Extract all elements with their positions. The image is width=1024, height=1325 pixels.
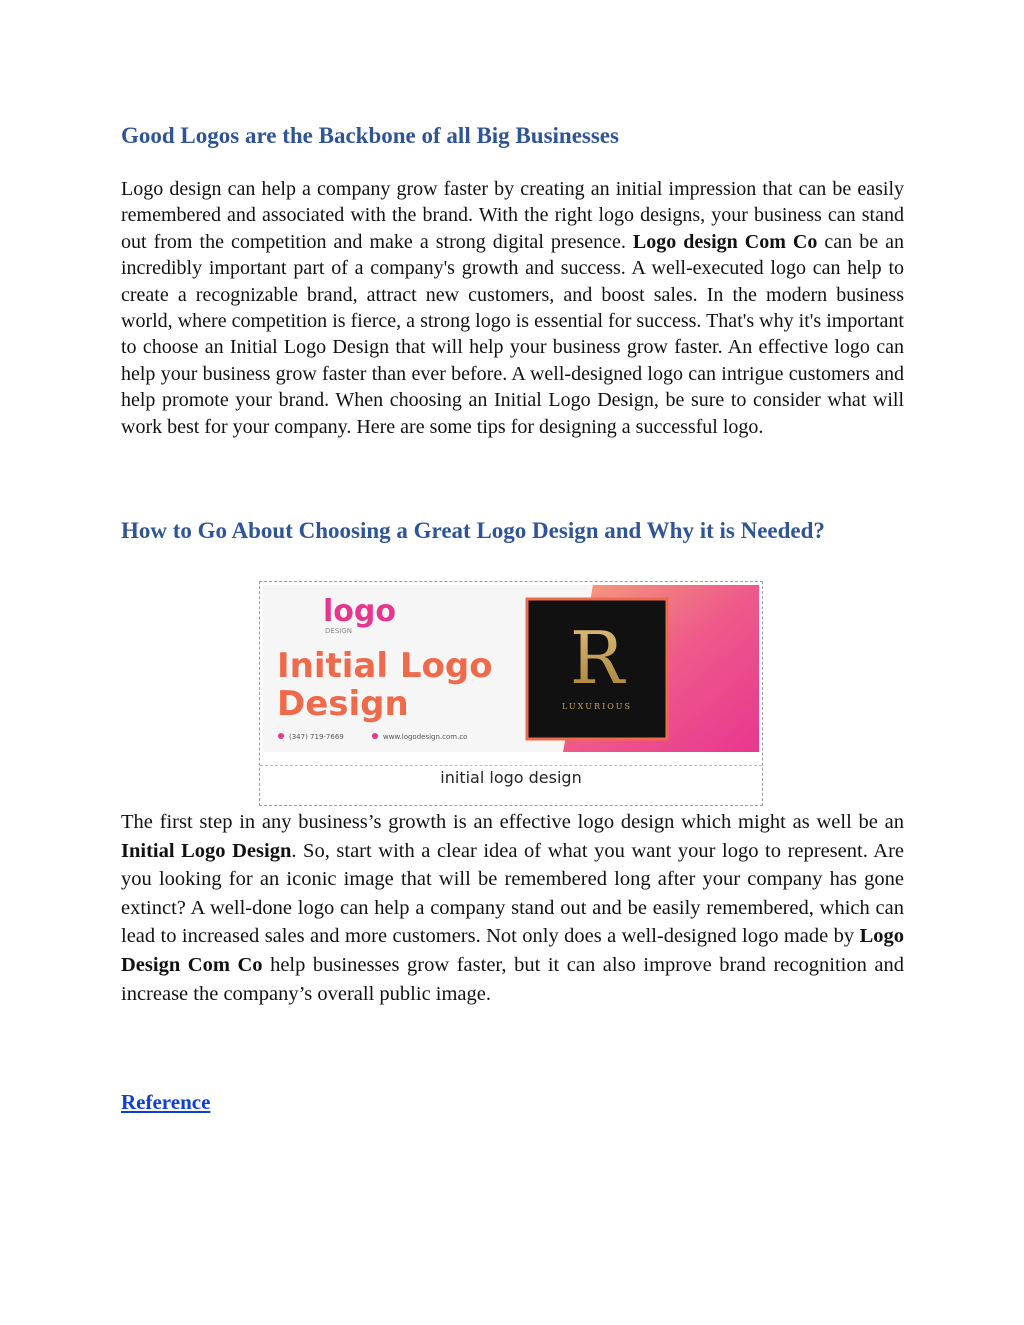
company-name-bold: Logo Design Com Co	[121, 925, 904, 976]
intro-text-end: can be an incredibly important part of a company's growth and success. A well-executed logo can help to create a recognizable brand, attract new customers, and boost sales. In the modern business world, where competition is fierce, a strong logo is essential for success. That's why it's important to choose an Initial Logo Design that will help your business grow faster. An effective logo can help your business grow faster than ever before. A well-designed logo can intrigue customers and help promote your brand. When choosing an Initial Logo Design, be sure to consider what will work best for your company. Here are some tips for designing a successful logo.	[121, 230, 904, 438]
initial-logo-design-image	[263, 585, 759, 752]
growth-text-1: The first step in any business’s growth is an effective logo design which might as well be an	[121, 811, 904, 833]
banner-phone: (347) 719-7669	[289, 733, 344, 741]
growth-text-2: . So, start with a clear idea of what you want your logo to represent. Are you looking for an iconic image that will be remembered long after your company has gone extinct? A well-done logo can help a company stand out and be easily remembered, which can lead to increased sales and more customers. Not only does a well-designed logo made by	[121, 839, 904, 948]
headline-line-2: Design	[277, 684, 409, 724]
logo-figure	[259, 581, 763, 806]
growth-text-3: help businesses grow faster, but it can also improve brand recognition and increase the company’s overall public image.	[121, 953, 904, 1005]
brand-name-bold: Logo design Com Co	[632, 230, 818, 253]
globe-icon	[372, 733, 378, 739]
headline-line-1: Initial Logo	[277, 646, 493, 686]
intro-text-start: Logo design can help a company grow faster by creating an initial impression that can be easily remembered and associated with the brand. With the right logo designs, your business can stand out from the competition and make a strong digital presence.	[121, 178, 904, 253]
monogram-letter: R	[569, 616, 625, 700]
caption-divider	[260, 765, 762, 766]
reference-link[interactable]: Reference	[121, 1090, 211, 1114]
section-heading-choosing-logo: How to Go About Choosing a Great Logo Design and Why it is Needed?	[121, 518, 825, 543]
growth-paragraph	[121, 808, 904, 1008]
intro-paragraph	[121, 176, 904, 440]
section-heading-good-logos: Good Logos are the Backbone of all Big Businesses	[121, 123, 619, 148]
figure-caption: initial logo design	[440, 768, 582, 787]
brand-mark-text: logo	[323, 594, 396, 629]
banner-website: www.logodesign.com.co	[383, 733, 468, 741]
monogram-tagline: LUXURIOUS	[561, 702, 633, 711]
initial-logo-design-bold: Initial Logo Design	[121, 839, 292, 862]
banner-graphic	[263, 585, 759, 752]
brand-sub-text: DESIGN	[325, 627, 352, 635]
phone-icon	[278, 733, 284, 739]
